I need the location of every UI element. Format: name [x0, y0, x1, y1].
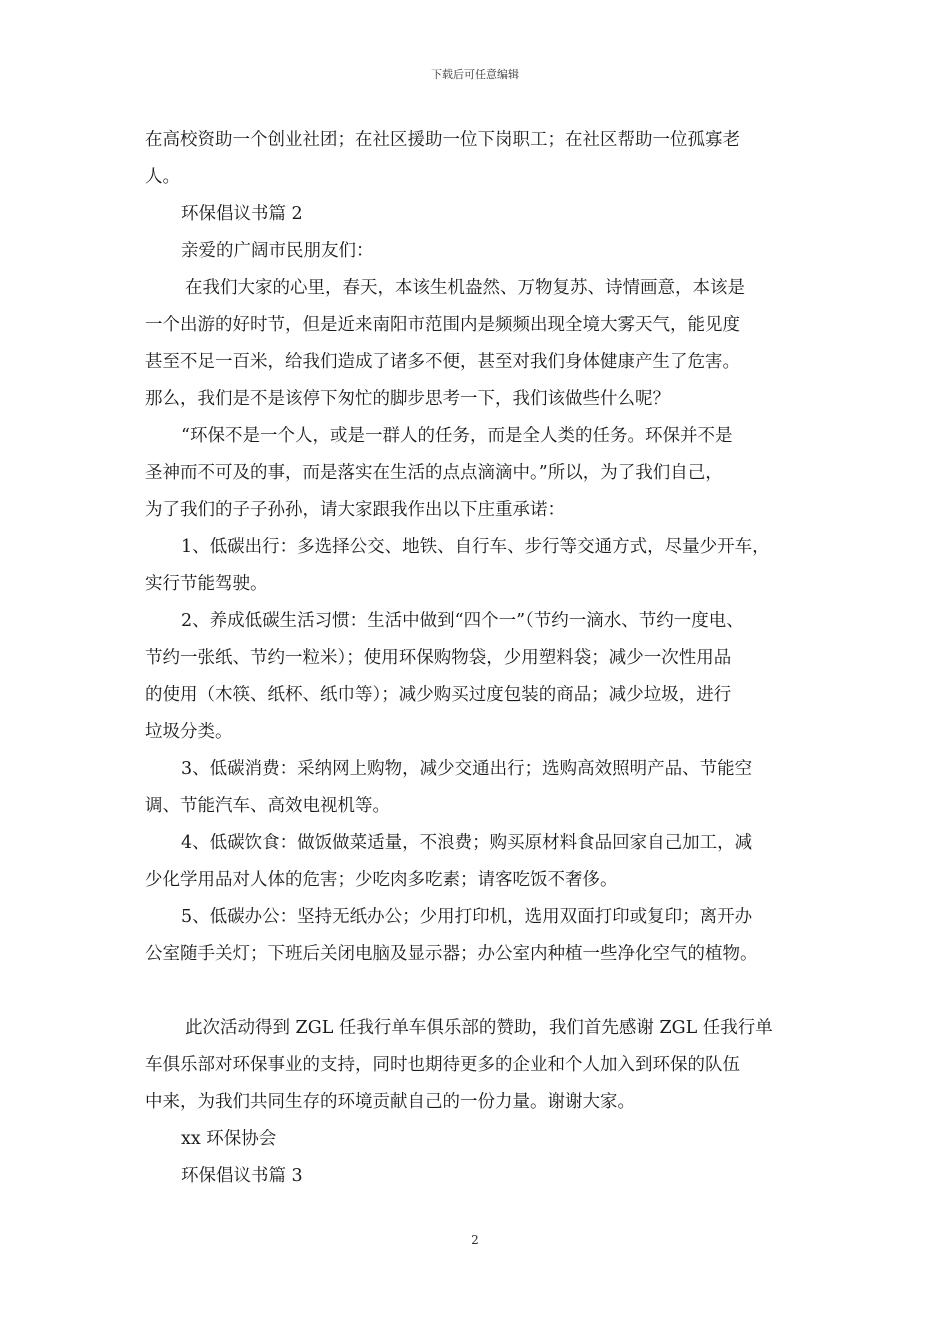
text-line: 人。	[145, 167, 180, 187]
page-header: 下载后可任意编辑	[431, 68, 519, 81]
text-line: “环保不是一个人，或是一群人的任务，而是全人类的任务。环保并不是	[181, 426, 733, 446]
document-body	[145, 122, 817, 1195]
text-line: 在高校资助一个创业社团；在社区援助一位下岗职工；在社区帮助一位孤寡老	[145, 130, 740, 150]
section-heading: 环保倡议书篇 2	[181, 204, 303, 224]
text-line: 那么，我们是不是该停下匆忙的脚步思考一下，我们该做些什么呢？	[145, 389, 670, 409]
text-line: 中来，为我们共同生存的环境贡献自己的一份力量。谢谢大家。	[145, 1092, 635, 1112]
text-line: 一个出游的好时节，但是近来南阳市范围内是频频出现全境大雾天气，能见度	[145, 315, 740, 335]
list-item: 5、低碳办公：坚持无纸办公；少用打印机，选用双面打印或复印；离开办	[181, 907, 753, 927]
text-line: 在我们大家的心里，春天，本该生机盎然、万物复苏、诗情画意，本该是	[185, 278, 745, 298]
section-heading: 环保倡议书篇 3	[181, 1166, 303, 1186]
text-line: 甚至不足一百米，给我们造成了诸多不便，甚至对我们身体健康产生了危害。	[145, 352, 740, 372]
text-line: 少化学用品对人体的危害；少吃肉多吃素；请客吃饭不奢侈。	[145, 870, 618, 890]
text-line: 的使用（木筷、纸杯、纸巾等）；减少购买过度包装的商品；减少垃圾，进行	[145, 685, 732, 705]
text-line: 车俱乐部对环保事业的支持，同时也期待更多的企业和个人加入到环保的队伍	[145, 1055, 740, 1075]
text-line: 垃圾分类。	[145, 722, 233, 742]
text-line: 调、节能汽车、高效电视机等。	[145, 796, 390, 816]
text-line: 节约一张纸、节约一粒米）；使用环保购物袋，少用塑料袋；减少一次性用品	[145, 648, 732, 668]
blank-line	[145, 973, 817, 1010]
text-line: 圣神而不可及的事，而是落实在生活的点点滴滴中。”所以，为了我们自己，	[145, 463, 723, 483]
text-line: 此次活动得到 ZGL 任我行单车俱乐部的赞助，我们首先感谢 ZGL 任我行单	[185, 1018, 773, 1038]
text-line: 公室随手关灯；下班后关闭电脑及显示器；办公室内种植一些净化空气的植物。	[145, 944, 758, 964]
list-item: 4、低碳饮食：做饭做菜适量，不浪费；购买原材料食品回家自己加工，减	[181, 833, 753, 853]
salutation: 亲爱的广阔市民朋友们：	[181, 241, 374, 261]
page-number: 2	[471, 1233, 479, 1247]
text-line: 实行节能驾驶。	[145, 574, 268, 594]
text-line: 为了我们的子子孙孙，请大家跟我作出以下庄重承诺：	[145, 500, 565, 520]
list-item: 2、养成低碳生活习惯：生活中做到“四个一”（节约一滴水、节约一度电、	[181, 611, 744, 631]
signature: xx 环保协会	[181, 1129, 277, 1149]
list-item: 3、低碳消费：采纳网上购物，减少交通出行；选购高效照明产品、节能空	[181, 759, 753, 779]
list-item: 1、低碳出行：多选择公交、地铁、自行车、步行等交通方式，尽量少开车，	[181, 537, 770, 557]
